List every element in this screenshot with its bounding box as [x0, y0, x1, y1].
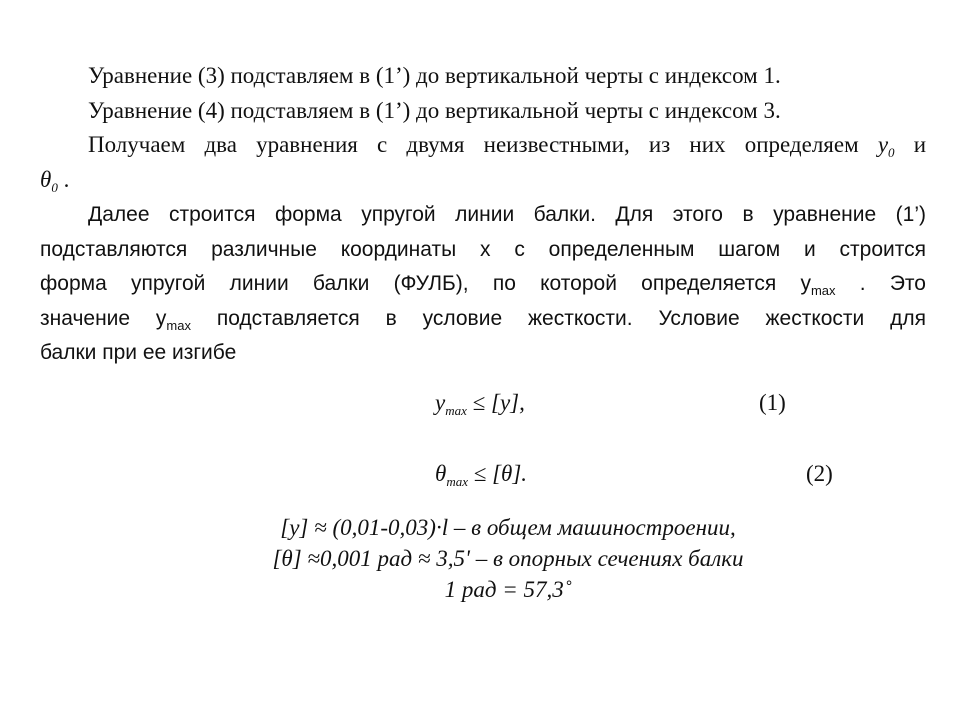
text-line	[40, 302, 926, 337]
text-segment: .	[57, 166, 70, 192]
formula-symbol: θ	[435, 461, 447, 486]
formula-deflection-condition	[435, 390, 525, 416]
text-line	[40, 128, 926, 163]
formula-subscript: max	[445, 403, 467, 418]
paragraph-equation-substitution	[40, 59, 926, 197]
text-line	[40, 163, 926, 198]
formula-body: ≤ [y],	[466, 390, 525, 415]
paragraph-elastic-line	[40, 198, 926, 371]
y0-symbol: $y_0$	[877, 132, 895, 160]
text-segment: подставляется в условие жесткости. Условие жесткости для	[190, 306, 926, 330]
text-line: балки при ее изгибе	[40, 341, 237, 364]
text-line: подставляются различные координаты х с определенным шагом и строится	[40, 237, 926, 261]
text-line: Уравнение (4) подставляем в (1’) до вертикальной черты с индексом 3.	[88, 97, 781, 123]
text-segment: Получаем два уравнения с двумя неизвестными, из них определяем	[88, 132, 859, 157]
note-line: [θ] ≈0,001 рад ≈ 3,5' – в опорных сечениях балки	[272, 546, 744, 571]
ymax-subscript: max	[166, 317, 191, 333]
text-segment: и	[913, 132, 926, 157]
text-line: Далее строится форма упругой линии балки. Для этого в уравнение (1’)	[88, 203, 926, 226]
note-line: 1 рад = 57,3˚	[444, 577, 572, 602]
text-segment: форма упругой линии балки (ФУЛБ), по которой определяется y	[40, 272, 811, 295]
formula-symbol: y	[435, 390, 446, 415]
formula-number: (2)	[806, 461, 833, 486]
ymax-subscript: max	[810, 283, 836, 298]
formula-body: ≤ [θ].	[467, 461, 528, 486]
formula-number: (1)	[759, 390, 786, 415]
note-line: [y] ≈ (0,01-0,03)·l – в общем машиностроении,	[280, 515, 736, 540]
text-line: Уравнение (3) подставляем в (1’) до вертикальной черты с индексом 1.	[88, 63, 781, 88]
text-line	[40, 267, 926, 302]
formula-subscript: max	[446, 474, 468, 489]
formula-rotation-condition	[435, 461, 527, 487]
theta0-symbol: $\theta_0$	[40, 166, 58, 195]
text-segment: значение y	[40, 306, 167, 330]
text-segment: . Это	[835, 272, 926, 295]
